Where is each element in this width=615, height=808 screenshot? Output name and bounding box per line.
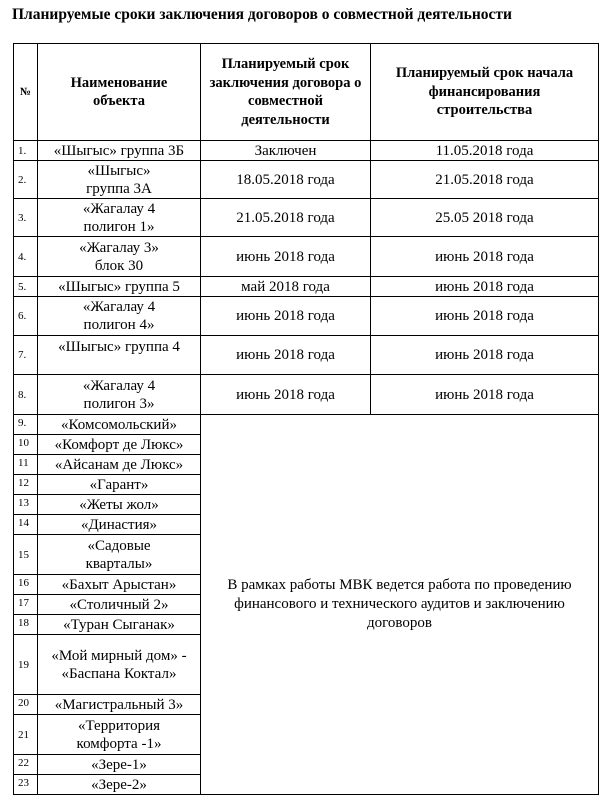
object-name: «Жеты жол» bbox=[38, 495, 201, 515]
row-number: 8. bbox=[14, 375, 38, 415]
row-number: 21 bbox=[14, 715, 38, 755]
header-contract-term: Планируемый срок заключения договора о совместной деятельности bbox=[201, 44, 371, 141]
row-number: 7. bbox=[14, 336, 38, 375]
header-row bbox=[14, 44, 599, 141]
document-title: Планируемые сроки заключения договоров о совместной деятельности bbox=[12, 6, 512, 23]
table-row bbox=[14, 297, 599, 336]
contract-term: 18.05.2018 года bbox=[201, 161, 371, 199]
row-number: 22 bbox=[14, 755, 38, 775]
row-number: 2. bbox=[14, 161, 38, 199]
table-row bbox=[14, 375, 599, 415]
object-name: «Садовые кварталы» bbox=[38, 535, 201, 575]
object-name: «Жагалау 4 полигон 4» bbox=[38, 297, 201, 336]
financing-term: июнь 2018 года bbox=[371, 375, 599, 415]
contract-term: июнь 2018 года bbox=[201, 375, 371, 415]
contract-term: июнь 2018 года bbox=[201, 297, 371, 336]
row-number: 19 bbox=[14, 635, 38, 695]
header-financing-term: Планируемый срок начала финансирования строительства bbox=[371, 44, 599, 141]
row-number: 13 bbox=[14, 495, 38, 515]
financing-term: июнь 2018 года bbox=[371, 336, 599, 375]
object-name: «Жагалау 4 полигон 1» bbox=[38, 199, 201, 237]
table-row bbox=[14, 141, 599, 161]
schedule-table bbox=[13, 43, 599, 795]
row-number: 10 bbox=[14, 435, 38, 455]
table-row bbox=[14, 277, 599, 297]
row-number: 3. bbox=[14, 199, 38, 237]
row-number: 15 bbox=[14, 535, 38, 575]
table-row bbox=[14, 161, 599, 199]
object-name: «Магистральный 3» bbox=[38, 695, 201, 715]
row-number: 18 bbox=[14, 615, 38, 635]
object-name: «Жагалау 4 полигон 3» bbox=[38, 375, 201, 415]
row-number: 11 bbox=[14, 455, 38, 475]
header-num: № bbox=[14, 44, 38, 141]
contract-term: 21.05.2018 года bbox=[201, 199, 371, 237]
object-name: «Столичный 2» bbox=[38, 595, 201, 615]
object-name: «Туран Сыганак» bbox=[38, 615, 201, 635]
table-row bbox=[14, 199, 599, 237]
row-number: 4. bbox=[14, 237, 38, 277]
table-row bbox=[14, 336, 599, 375]
row-number: 17 bbox=[14, 595, 38, 615]
row-number: 6. bbox=[14, 297, 38, 336]
row-number: 20 bbox=[14, 695, 38, 715]
header-object-name: Наименование объекта bbox=[38, 44, 201, 141]
object-name: «Комфорт де Люкс» bbox=[38, 435, 201, 455]
row-number: 14 bbox=[14, 515, 38, 535]
financing-term: июнь 2018 года bbox=[371, 297, 599, 336]
financing-term: июнь 2018 года bbox=[371, 237, 599, 277]
object-name: «Зере-2» bbox=[38, 775, 201, 795]
table-row bbox=[14, 415, 599, 435]
financing-term: 11.05.2018 года bbox=[371, 141, 599, 161]
object-name: «Шыгыс» группа 4 bbox=[38, 336, 201, 375]
financing-term: 25.05 2018 года bbox=[371, 199, 599, 237]
table-row bbox=[14, 237, 599, 277]
row-number: 9. bbox=[14, 415, 38, 435]
contract-term: июнь 2018 года bbox=[201, 237, 371, 277]
financing-term: июнь 2018 года bbox=[371, 277, 599, 297]
object-name: «Бахыт Арыстан» bbox=[38, 575, 201, 595]
object-name: «Жагалау 3» блок 30 bbox=[38, 237, 201, 277]
object-name: «Комсомольский» bbox=[38, 415, 201, 435]
object-name: «Гарант» bbox=[38, 475, 201, 495]
object-name: «Зере-1» bbox=[38, 755, 201, 775]
object-name: «Мой мирный дом» - «Баспана Коктал» bbox=[38, 635, 201, 695]
contract-term: май 2018 года bbox=[201, 277, 371, 297]
merged-status-note: В рамках работы МВК ведется работа по проведению финансового и технического аудитов и заключению договоров bbox=[201, 415, 599, 795]
row-number: 23 bbox=[14, 775, 38, 795]
row-number: 5. bbox=[14, 277, 38, 297]
object-name: «Шыгыс» группа 3А bbox=[38, 161, 201, 199]
financing-term: 21.05.2018 года bbox=[371, 161, 599, 199]
object-name: «Территория комфорта -1» bbox=[38, 715, 201, 755]
contract-term: Заключен bbox=[201, 141, 371, 161]
object-name: «Династия» bbox=[38, 515, 201, 535]
row-number: 16 bbox=[14, 575, 38, 595]
contract-term: июнь 2018 года bbox=[201, 336, 371, 375]
row-number: 12 bbox=[14, 475, 38, 495]
object-name: «Шыгыс» группа 3Б bbox=[38, 141, 201, 161]
object-name: «Айсанам де Люкс» bbox=[38, 455, 201, 475]
row-number: 1. bbox=[14, 141, 38, 161]
object-name: «Шыгыс» группа 5 bbox=[38, 277, 201, 297]
